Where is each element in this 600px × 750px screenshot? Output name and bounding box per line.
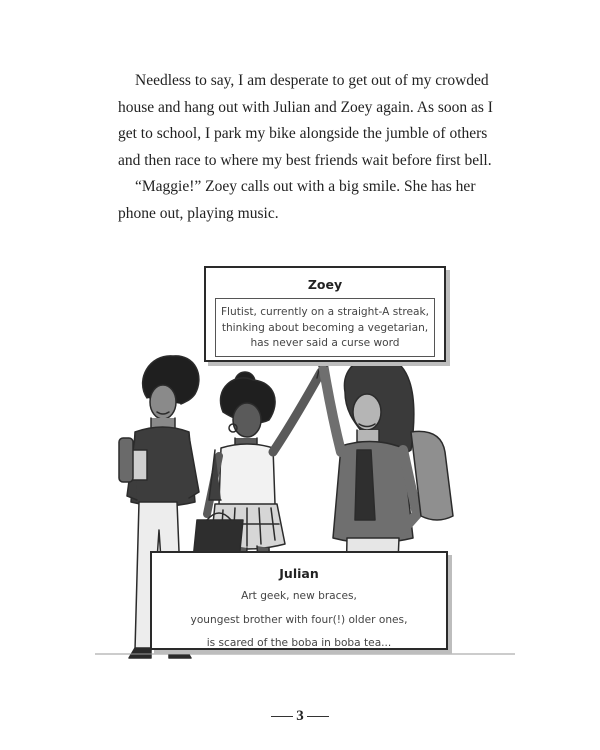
story-text <box>118 68 510 228</box>
caption-description-julian <box>152 589 446 652</box>
page-number-footer <box>0 708 600 725</box>
caption-line: Art geek, new braces, <box>241 590 357 602</box>
zoey-caption-box <box>204 266 446 362</box>
paragraph-2: “Maggie!” Zoey calls out with a big smile. She has her phone out, playing music. <box>118 178 476 222</box>
dash-decoration <box>271 716 293 717</box>
caption-line: thinking about becoming a vegetarian, <box>221 321 429 334</box>
caption-line: is scared of the boba in boba tea... <box>206 637 392 649</box>
page-number: 3 <box>296 708 304 724</box>
paragraph-1: Needless to say, I am desperate to get out of my crowded house and hang out with Julian and Zoey again. As soon as I get to school, I park my bike alongside the jumble of others and then race to where my best friends wait before first bell. <box>118 72 493 169</box>
caption-name-julian: Julian <box>279 566 319 581</box>
caption-description-zoey <box>215 299 435 357</box>
dash-decoration <box>307 716 329 717</box>
caption-line: has never said a curse word <box>250 337 400 349</box>
caption-name-zoey: Zoey <box>307 277 343 292</box>
julian-caption-box <box>150 551 448 650</box>
caption-line: Flutist, currently on a straight-A streak, <box>220 306 430 318</box>
caption-line: youngest brother with four(!) older ones, <box>190 613 408 626</box>
